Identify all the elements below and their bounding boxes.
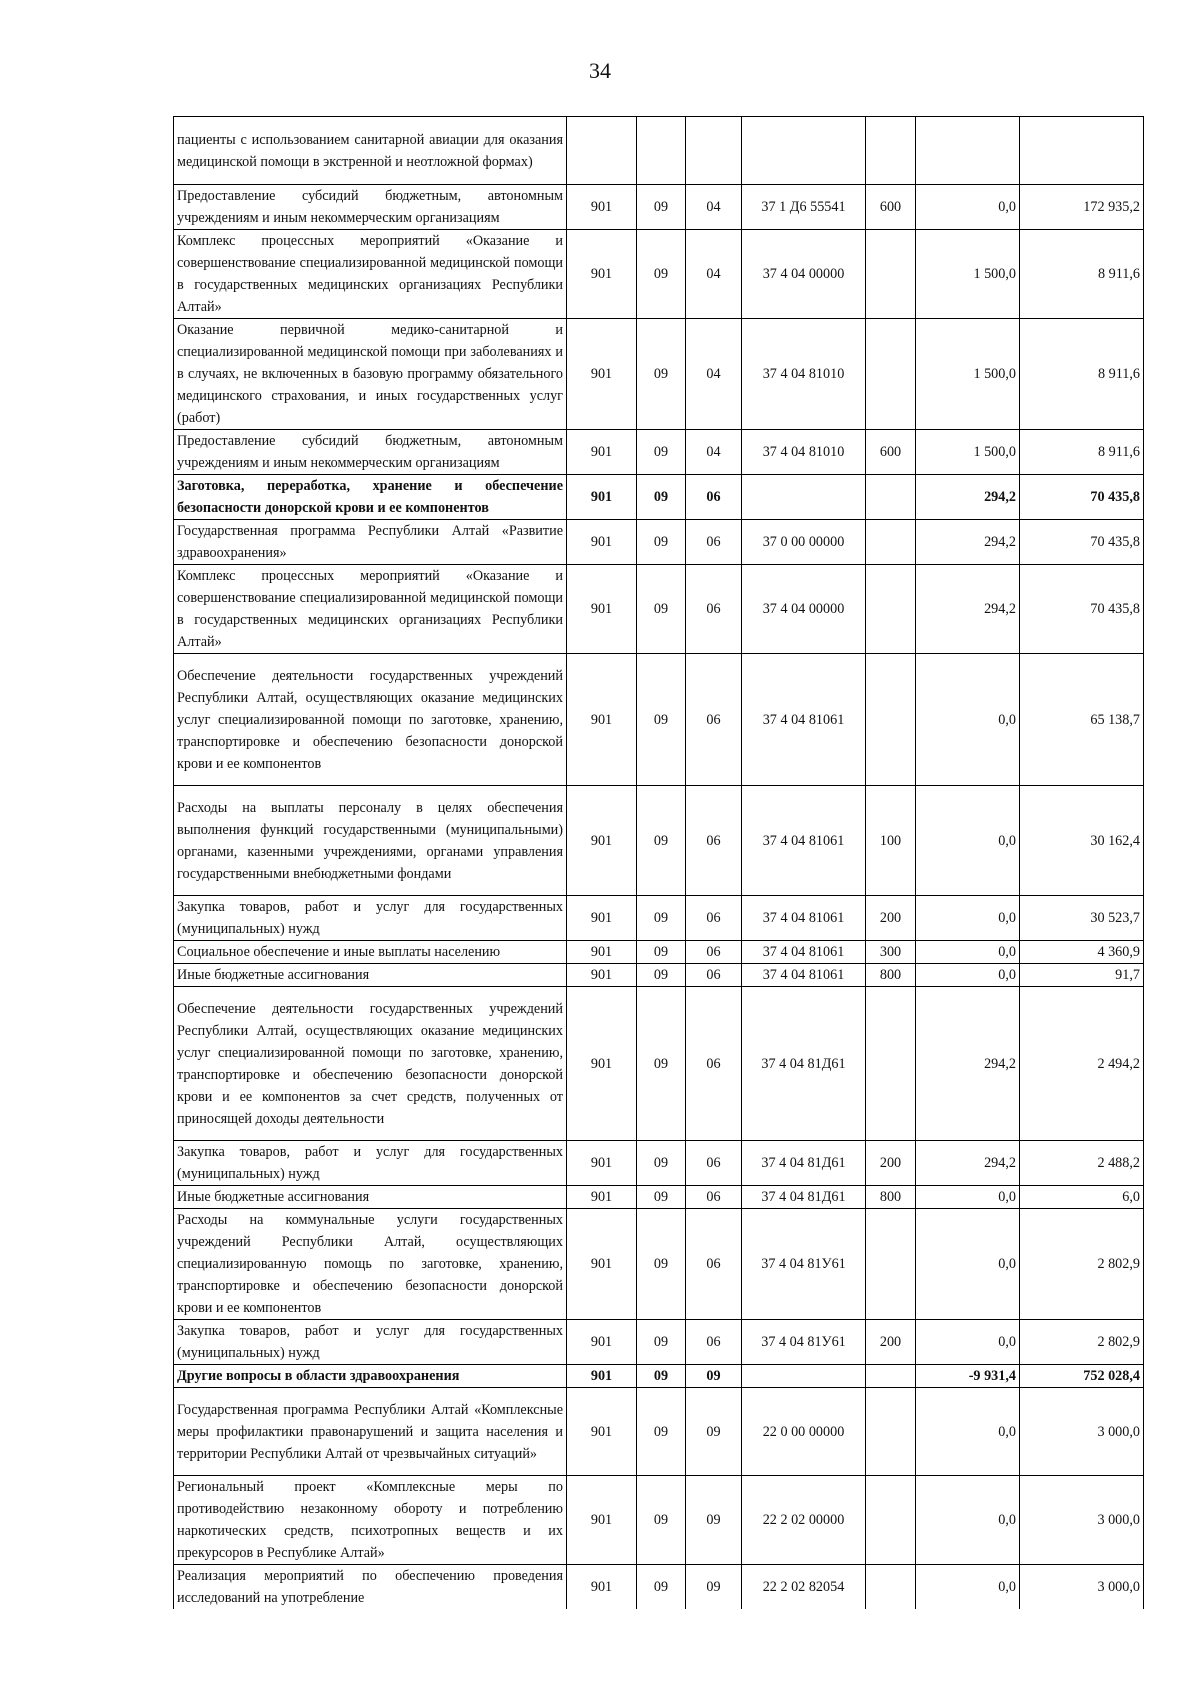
subsection-code-cell: 06 — [686, 786, 742, 896]
expense-name-cell: Закупка товаров, работ и услуг для государственных (муниципальных) нужд — [174, 896, 567, 941]
section-code-cell: 09 — [637, 1141, 686, 1186]
section-code-cell: 09 — [637, 786, 686, 896]
table-row — [174, 1320, 1144, 1365]
expense-name-cell: Расходы на выплаты персоналу в целях обеспечения выполнения функций государственными (муниципальными) органами, казенными учреждениями, органами управления государственными внебюджетными фондами — [174, 786, 567, 896]
subsection-code-cell: 06 — [686, 964, 742, 987]
expense-name-cell: Расходы на коммунальные услуги государственных учреждений Республики Алтай, осуществляющих специализированную помощь по заготовке, хранению, транспортировке и обеспечению безопасности донорской крови и ее компонентов — [174, 1209, 567, 1320]
change-amount-cell: 0,0 — [916, 185, 1020, 230]
table-body — [174, 117, 1144, 1610]
subsection-code-cell: 06 — [686, 1186, 742, 1209]
expense-type-cell: 800 — [866, 964, 916, 987]
subsection-code-cell: 06 — [686, 654, 742, 786]
target-article-cell: 37 4 04 81061 — [742, 786, 866, 896]
table-row — [174, 230, 1144, 319]
section-code-cell: 09 — [637, 964, 686, 987]
target-article-cell: 37 4 04 81061 — [742, 964, 866, 987]
target-article-cell: 37 4 04 81010 — [742, 319, 866, 430]
section-code-cell: 09 — [637, 230, 686, 319]
target-article-cell: 37 4 04 81У61 — [742, 1209, 866, 1320]
grbs-code-cell: 901 — [567, 1388, 637, 1476]
expense-name-cell: Предоставление субсидий бюджетным, автономным учреждениям и иным некоммерческим организациям — [174, 185, 567, 230]
target-article-cell: 22 2 02 82054 — [742, 1565, 866, 1610]
grbs-code-cell: 901 — [567, 1320, 637, 1365]
total-amount-cell: 70 435,8 — [1020, 475, 1144, 520]
grbs-code-cell: 901 — [567, 185, 637, 230]
grbs-code-cell: 901 — [567, 520, 637, 565]
total-amount-cell: 3 000,0 — [1020, 1388, 1144, 1476]
expense-type-cell — [866, 1209, 916, 1320]
total-amount-cell: 752 028,4 — [1020, 1365, 1144, 1388]
expense-name-cell: пациенты с использованием санитарной авиации для оказания медицинской помощи в экстренной и неотложной формах) — [174, 117, 567, 185]
expense-name-cell: Предоставление субсидий бюджетным, автономным учреждениям и иным некоммерческим организациям — [174, 430, 567, 475]
section-code-cell: 09 — [637, 654, 686, 786]
target-article-cell: 37 4 04 81061 — [742, 896, 866, 941]
table-row — [174, 941, 1144, 964]
section-code-cell: 09 — [637, 941, 686, 964]
change-amount-cell: 0,0 — [916, 1209, 1020, 1320]
subsection-code-cell: 06 — [686, 520, 742, 565]
section-code-cell: 09 — [637, 1365, 686, 1388]
expense-name-cell: Реализация мероприятий по обеспечению проведения исследований на употребление — [174, 1565, 567, 1610]
section-code-cell: 09 — [637, 1186, 686, 1209]
change-amount-cell: 0,0 — [916, 1476, 1020, 1565]
grbs-code-cell: 901 — [567, 941, 637, 964]
table-row — [174, 1209, 1144, 1320]
expense-name-cell: Иные бюджетные ассигнования — [174, 1186, 567, 1209]
table-row — [174, 319, 1144, 430]
subsection-code-cell: 06 — [686, 565, 742, 654]
total-amount-cell: 70 435,8 — [1020, 520, 1144, 565]
change-amount-cell: 1 500,0 — [916, 430, 1020, 475]
total-amount-cell: 3 000,0 — [1020, 1476, 1144, 1565]
change-amount-cell: 0,0 — [916, 786, 1020, 896]
total-amount-cell — [1020, 117, 1144, 185]
total-amount-cell: 8 911,6 — [1020, 230, 1144, 319]
target-article-cell: 37 4 04 81Д61 — [742, 1141, 866, 1186]
table-row — [174, 786, 1144, 896]
change-amount-cell: 0,0 — [916, 896, 1020, 941]
subsection-code-cell: 06 — [686, 896, 742, 941]
target-article-cell — [742, 1365, 866, 1388]
table-row — [174, 520, 1144, 565]
target-article-cell — [742, 475, 866, 520]
change-amount-cell — [916, 117, 1020, 185]
section-code-cell: 09 — [637, 896, 686, 941]
expense-type-cell — [866, 230, 916, 319]
expense-type-cell — [866, 117, 916, 185]
subsection-code-cell: 06 — [686, 475, 742, 520]
section-code-cell — [637, 117, 686, 185]
expense-name-cell: Оказание первичной медико-санитарной и специализированной медицинской помощи при заболеваниях и в случаях, не включенных в базовую программу обязательного медицинского страхования, и иных государственных услуг (работ) — [174, 319, 567, 430]
grbs-code-cell: 901 — [567, 565, 637, 654]
total-amount-cell: 8 911,6 — [1020, 430, 1144, 475]
subsection-code-cell: 04 — [686, 430, 742, 475]
total-amount-cell: 8 911,6 — [1020, 319, 1144, 430]
expense-type-cell: 600 — [866, 430, 916, 475]
target-article-cell: 37 4 04 00000 — [742, 565, 866, 654]
table-row — [174, 964, 1144, 987]
grbs-code-cell: 901 — [567, 1365, 637, 1388]
grbs-code-cell: 901 — [567, 786, 637, 896]
subsection-code-cell: 06 — [686, 1141, 742, 1186]
expense-name-cell: Закупка товаров, работ и услуг для государственных (муниципальных) нужд — [174, 1320, 567, 1365]
change-amount-cell: 1 500,0 — [916, 319, 1020, 430]
section-code-cell: 09 — [637, 319, 686, 430]
subsection-code-cell: 09 — [686, 1476, 742, 1565]
section-code-cell: 09 — [637, 1388, 686, 1476]
total-amount-cell: 2 488,2 — [1020, 1141, 1144, 1186]
total-amount-cell: 2 802,9 — [1020, 1209, 1144, 1320]
expense-name-cell: Заготовка, переработка, хранение и обеспечение безопасности донорской крови и ее компонентов — [174, 475, 567, 520]
total-amount-cell: 2 494,2 — [1020, 987, 1144, 1141]
expense-type-cell — [866, 565, 916, 654]
grbs-code-cell: 901 — [567, 654, 637, 786]
expense-name-cell: Комплекс процессных мероприятий «Оказание и совершенствование специализированной медицинской помощи в государственных медицинских организациях Республики Алтай» — [174, 565, 567, 654]
change-amount-cell: 0,0 — [916, 941, 1020, 964]
grbs-code-cell — [567, 117, 637, 185]
grbs-code-cell: 901 — [567, 1209, 637, 1320]
expense-type-cell — [866, 1476, 916, 1565]
expense-name-cell: Региональный проект «Комплексные меры по противодействию незаконному обороту и потреблению наркотических средств, психотропных веществ и их прекурсоров в Республике Алтай» — [174, 1476, 567, 1565]
grbs-code-cell: 901 — [567, 475, 637, 520]
expense-name-cell: Обеспечение деятельности государственных учреждений Республики Алтай, осуществляющих оказание медицинских услуг специализированной помощи по заготовке, хранению, транспортировке и обеспечению безопасности донорской крови и ее компонентов за счет средств, полученных от приносящей доходы деятельности — [174, 987, 567, 1141]
total-amount-cell: 6,0 — [1020, 1186, 1144, 1209]
total-amount-cell: 2 802,9 — [1020, 1320, 1144, 1365]
total-amount-cell: 70 435,8 — [1020, 565, 1144, 654]
expense-name-cell: Обеспечение деятельности государственных учреждений Республики Алтай, осуществляющих оказание медицинских услуг специализированной помощи по заготовке, хранению, транспортировке и обеспечению безопасности донорской крови и ее компонентов — [174, 654, 567, 786]
change-amount-cell: -9 931,4 — [916, 1365, 1020, 1388]
section-code-cell: 09 — [637, 520, 686, 565]
table-row — [174, 1388, 1144, 1476]
expense-type-cell — [866, 475, 916, 520]
budget-table — [173, 116, 1144, 1609]
expense-type-cell: 300 — [866, 941, 916, 964]
table-row — [174, 185, 1144, 230]
target-article-cell: 22 2 02 00000 — [742, 1476, 866, 1565]
target-article-cell: 37 4 04 81Д61 — [742, 1186, 866, 1209]
target-article-cell: 37 4 04 00000 — [742, 230, 866, 319]
expense-name-cell: Государственная программа Республики Алтай «Комплексные меры профилактики правонарушений и защита населения и территории Республики Алтай от чрезвычайных ситуаций» — [174, 1388, 567, 1476]
expense-name-cell: Комплекс процессных мероприятий «Оказание и совершенствование специализированной медицинской помощи в государственных медицинских организациях Республики Алтай» — [174, 230, 567, 319]
subsection-code-cell: 09 — [686, 1365, 742, 1388]
subsection-code-cell: 09 — [686, 1565, 742, 1610]
expense-type-cell: 200 — [866, 1320, 916, 1365]
page-number: 34 — [589, 58, 611, 83]
section-code-cell: 09 — [637, 1320, 686, 1365]
table-row — [174, 475, 1144, 520]
subsection-code-cell: 04 — [686, 230, 742, 319]
target-article-cell — [742, 117, 866, 185]
change-amount-cell: 0,0 — [916, 964, 1020, 987]
table-row — [174, 1476, 1144, 1565]
subsection-code-cell: 06 — [686, 1320, 742, 1365]
target-article-cell: 37 0 00 00000 — [742, 520, 866, 565]
expense-name-cell: Иные бюджетные ассигнования — [174, 964, 567, 987]
target-article-cell: 37 4 04 81Д61 — [742, 987, 866, 1141]
table-row — [174, 1365, 1144, 1388]
section-code-cell: 09 — [637, 475, 686, 520]
expense-type-cell: 100 — [866, 786, 916, 896]
grbs-code-cell: 901 — [567, 1186, 637, 1209]
change-amount-cell: 294,2 — [916, 475, 1020, 520]
section-code-cell: 09 — [637, 1565, 686, 1610]
expense-type-cell: 800 — [866, 1186, 916, 1209]
expense-type-cell — [866, 1388, 916, 1476]
grbs-code-cell: 901 — [567, 1565, 637, 1610]
subsection-code-cell: 04 — [686, 185, 742, 230]
total-amount-cell: 30 523,7 — [1020, 896, 1144, 941]
subsection-code-cell — [686, 117, 742, 185]
section-code-cell: 09 — [637, 565, 686, 654]
table-row — [174, 1186, 1144, 1209]
expense-type-cell — [866, 1365, 916, 1388]
target-article-cell: 37 4 04 81061 — [742, 941, 866, 964]
subsection-code-cell: 04 — [686, 319, 742, 430]
target-article-cell: 22 0 00 00000 — [742, 1388, 866, 1476]
table-row — [174, 1141, 1144, 1186]
expense-type-cell — [866, 520, 916, 565]
grbs-code-cell: 901 — [567, 987, 637, 1141]
section-code-cell: 09 — [637, 1209, 686, 1320]
change-amount-cell: 294,2 — [916, 987, 1020, 1141]
table-row — [174, 1565, 1144, 1610]
section-code-cell: 09 — [637, 987, 686, 1141]
change-amount-cell: 0,0 — [916, 1320, 1020, 1365]
target-article-cell: 37 4 04 81010 — [742, 430, 866, 475]
expense-type-cell — [866, 654, 916, 786]
section-code-cell: 09 — [637, 430, 686, 475]
grbs-code-cell: 901 — [567, 1141, 637, 1186]
total-amount-cell: 30 162,4 — [1020, 786, 1144, 896]
expense-type-cell: 600 — [866, 185, 916, 230]
change-amount-cell: 0,0 — [916, 1388, 1020, 1476]
total-amount-cell: 4 360,9 — [1020, 941, 1144, 964]
expense-name-cell: Другие вопросы в области здравоохранения — [174, 1365, 567, 1388]
change-amount-cell: 294,2 — [916, 1141, 1020, 1186]
grbs-code-cell: 901 — [567, 430, 637, 475]
table-row — [174, 565, 1144, 654]
subsection-code-cell: 06 — [686, 941, 742, 964]
table-row — [174, 430, 1144, 475]
expense-type-cell: 200 — [866, 1141, 916, 1186]
grbs-code-cell: 901 — [567, 1476, 637, 1565]
subsection-code-cell: 09 — [686, 1388, 742, 1476]
change-amount-cell: 0,0 — [916, 1565, 1020, 1610]
grbs-code-cell: 901 — [567, 896, 637, 941]
table-row — [174, 654, 1144, 786]
table-row — [174, 987, 1144, 1141]
expense-type-cell — [866, 1565, 916, 1610]
table-row — [174, 896, 1144, 941]
target-article-cell: 37 4 04 81У61 — [742, 1320, 866, 1365]
grbs-code-cell: 901 — [567, 319, 637, 430]
total-amount-cell: 3 000,0 — [1020, 1565, 1144, 1610]
expense-type-cell: 200 — [866, 896, 916, 941]
table-row — [174, 117, 1144, 185]
subsection-code-cell: 06 — [686, 987, 742, 1141]
expense-name-cell: Государственная программа Республики Алтай «Развитие здравоохранения» — [174, 520, 567, 565]
grbs-code-cell: 901 — [567, 230, 637, 319]
grbs-code-cell: 901 — [567, 964, 637, 987]
total-amount-cell: 65 138,7 — [1020, 654, 1144, 786]
target-article-cell: 37 4 04 81061 — [742, 654, 866, 786]
total-amount-cell: 172 935,2 — [1020, 185, 1144, 230]
change-amount-cell: 0,0 — [916, 654, 1020, 786]
change-amount-cell: 294,2 — [916, 565, 1020, 654]
subsection-code-cell: 06 — [686, 1209, 742, 1320]
section-code-cell: 09 — [637, 185, 686, 230]
change-amount-cell: 0,0 — [916, 1186, 1020, 1209]
change-amount-cell: 1 500,0 — [916, 230, 1020, 319]
expense-type-cell — [866, 987, 916, 1141]
total-amount-cell: 91,7 — [1020, 964, 1144, 987]
section-code-cell: 09 — [637, 1476, 686, 1565]
expense-name-cell: Социальное обеспечение и иные выплаты населению — [174, 941, 567, 964]
expense-type-cell — [866, 319, 916, 430]
target-article-cell: 37 1 Д6 55541 — [742, 185, 866, 230]
expense-name-cell: Закупка товаров, работ и услуг для государственных (муниципальных) нужд — [174, 1141, 567, 1186]
change-amount-cell: 294,2 — [916, 520, 1020, 565]
